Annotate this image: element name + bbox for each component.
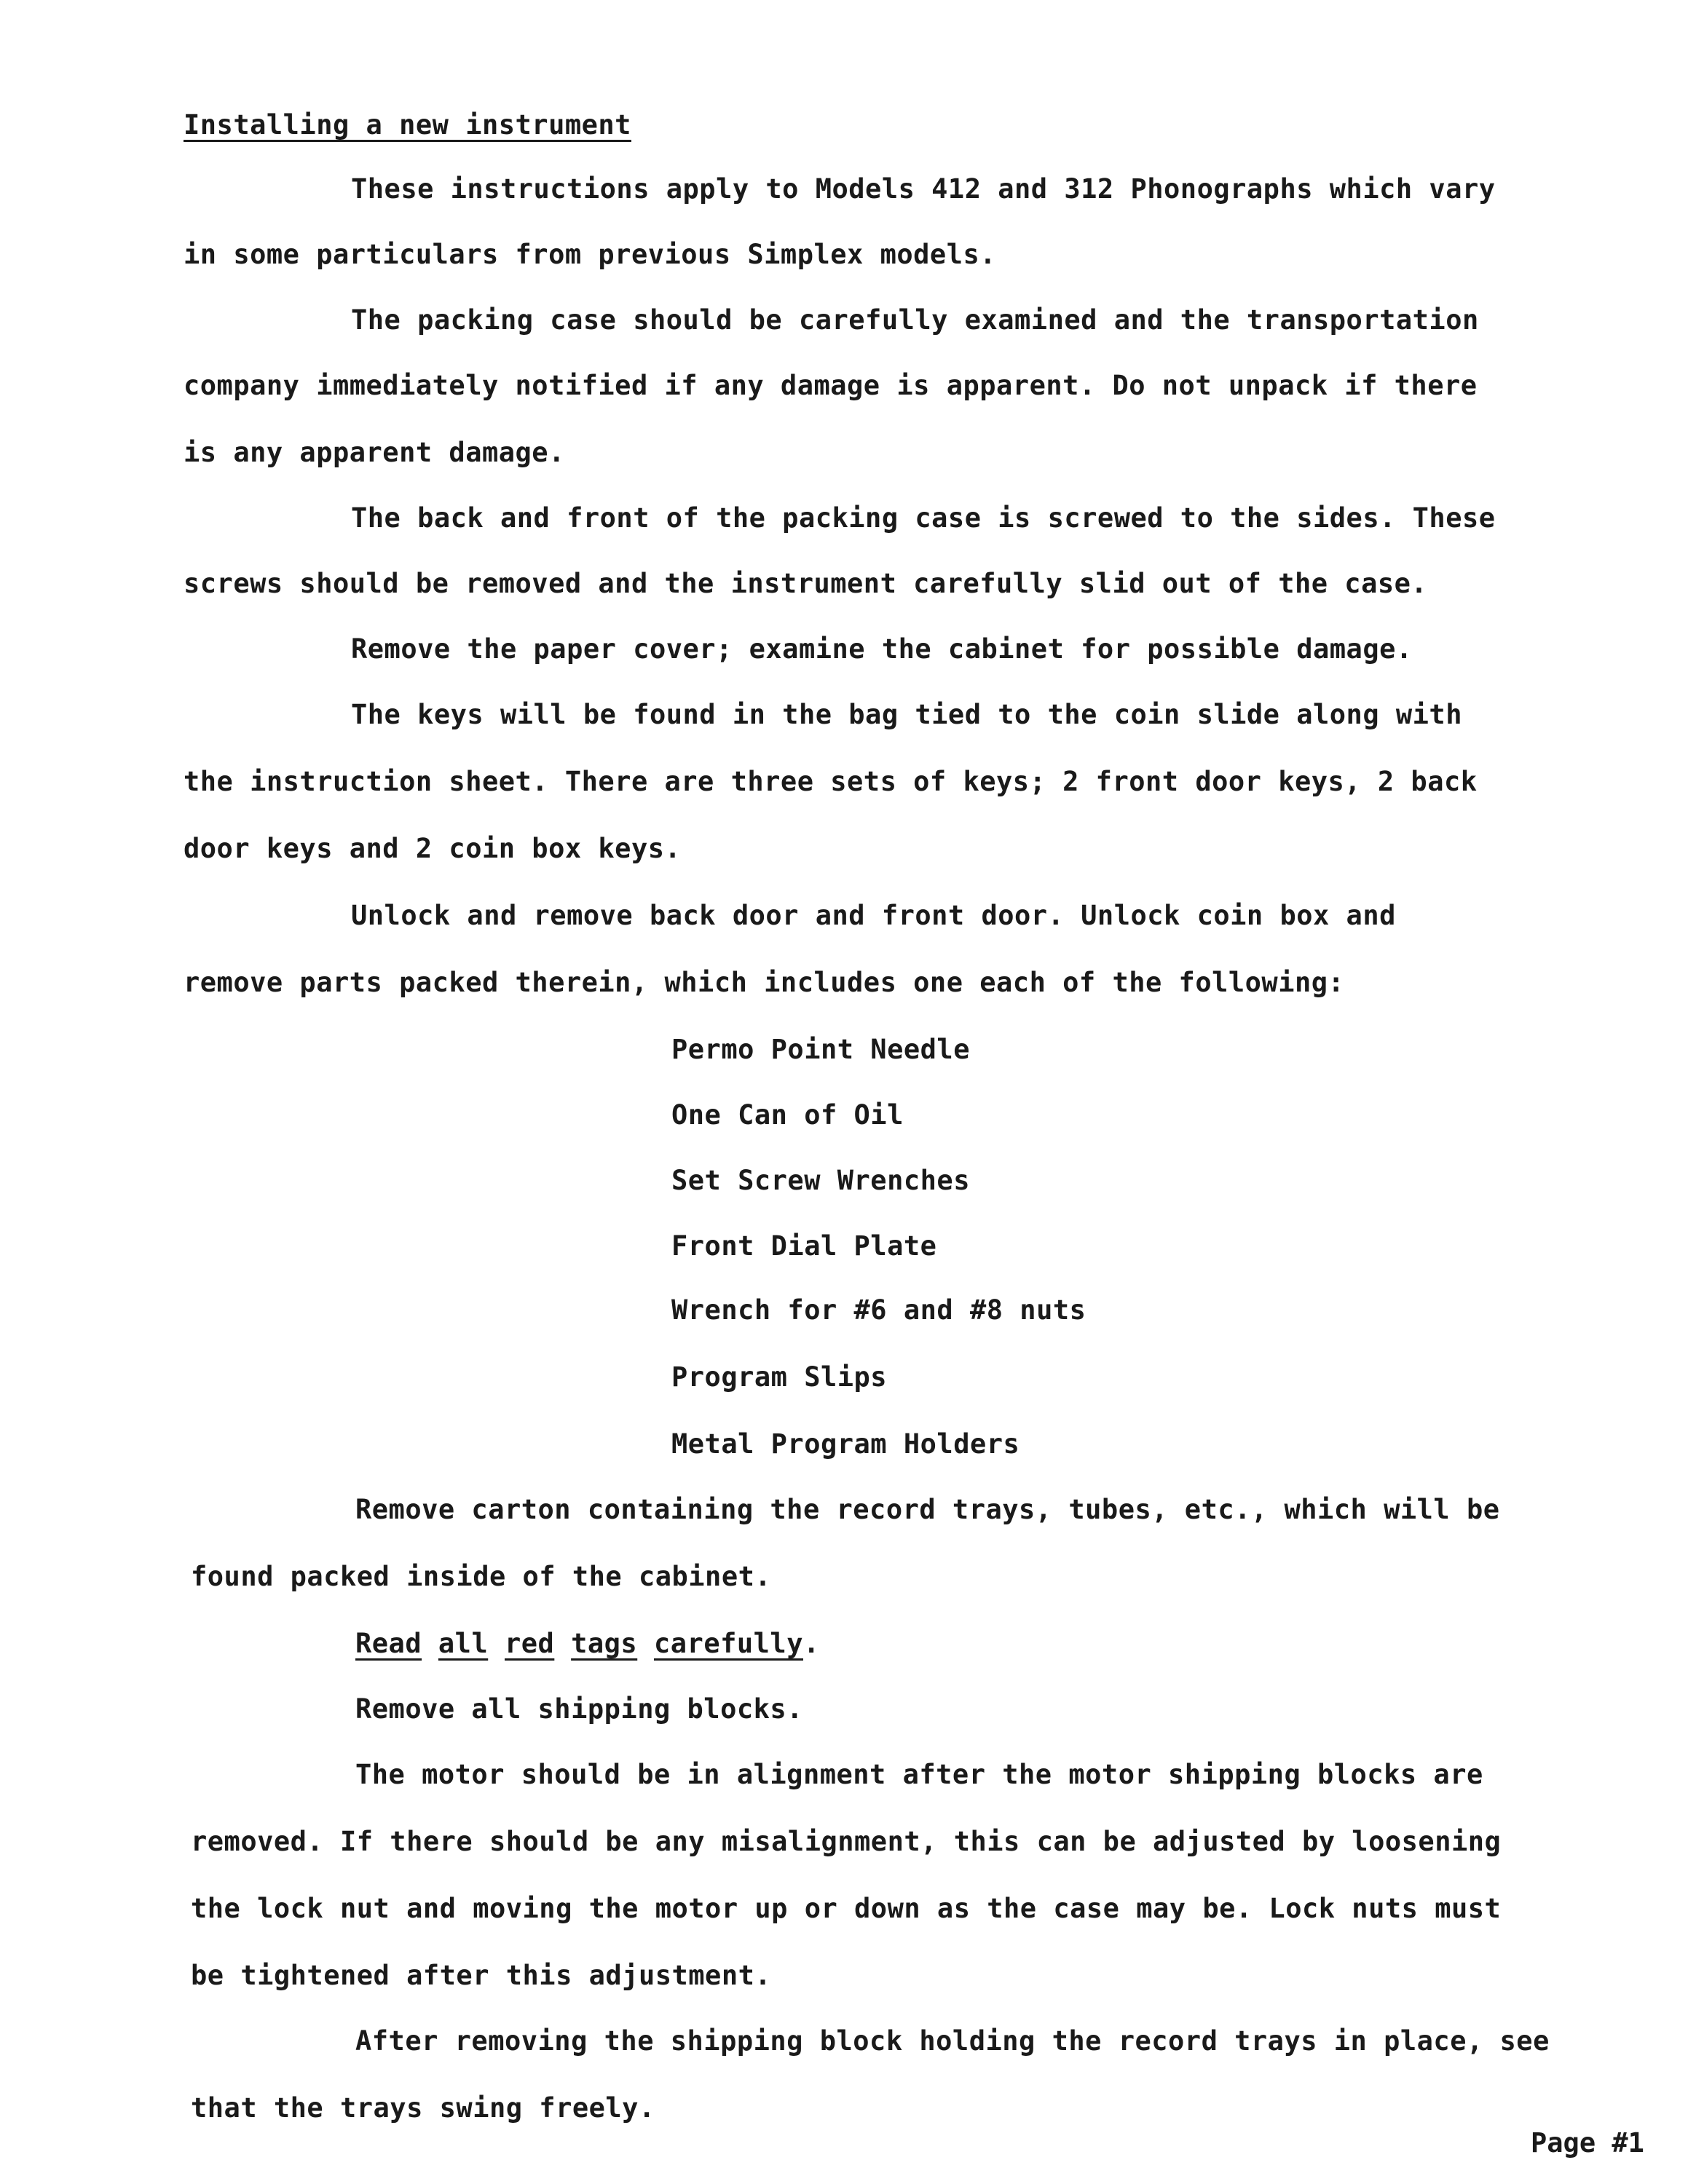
period: . [802, 1628, 820, 1659]
paragraph-line: remove parts packed therein, which includes one each of the following: [184, 967, 1345, 998]
red-tags-word: tags [571, 1628, 638, 1659]
red-tags-note [355, 1628, 820, 1660]
paragraph-line: that the trays swing freely. [191, 2092, 655, 2124]
parts-list-item: Wrench for #6 and #8 nuts [671, 1294, 1086, 1326]
parts-list-item: Set Screw Wrenches [671, 1165, 970, 1196]
paragraph-line: The motor should be in alignment after the motor shipping blocks are [355, 1759, 1483, 1790]
parts-list-item: Program Slips [671, 1361, 888, 1393]
paragraph-line: screws should be removed and the instrument carefully slid out of the case. [184, 568, 1428, 599]
paragraph-line: the lock nut and moving the motor up or down as the case may be. Lock nuts must [191, 1893, 1502, 1924]
paragraph-line: Unlock and remove back door and front door. Unlock coin box and [351, 900, 1396, 931]
paragraph-line: the instruction sheet. There are three sets of keys; 2 front door keys, 2 back [184, 766, 1478, 797]
paragraph-line: The keys will be found in the bag tied to the coin slide along with [351, 699, 1462, 730]
paragraph-line: Remove the paper cover; examine the cabinet for possible damage. [351, 633, 1413, 665]
red-tags-word: red [505, 1628, 555, 1659]
section-heading: Installing a new instrument [184, 109, 631, 141]
paragraph-line: is any apparent damage. [184, 437, 565, 468]
paragraph-line: in some particulars from previous Simplex models. [184, 239, 997, 270]
paragraph-line: Remove all shipping blocks. [355, 1693, 803, 1725]
paragraph-line: company immediately notified if any damage is apparent. Do not unpack if there [184, 370, 1478, 401]
paragraph-line: The packing case should be carefully examined and the transportation [351, 304, 1479, 336]
paragraph-line: found packed inside of the cabinet. [191, 1561, 772, 1592]
paragraph-line: These instructions apply to Models 412 and 312 Phonographs which vary [351, 173, 1496, 205]
red-tags-word: Read [355, 1628, 422, 1659]
parts-list-item: One Can of Oil [671, 1099, 904, 1131]
page-number: Page #1 [1531, 2127, 1644, 2159]
parts-list-item: Metal Program Holders [671, 1428, 1020, 1460]
red-tags-word: carefully [654, 1628, 803, 1659]
paragraph-line: The back and front of the packing case is screwed to the sides. These [351, 502, 1496, 534]
red-tags-word: all [438, 1628, 489, 1659]
parts-list-item: Front Dial Plate [671, 1230, 937, 1262]
parts-list-item: Permo Point Needle [671, 1034, 970, 1065]
paragraph-line: door keys and 2 coin box keys. [184, 833, 682, 864]
paragraph-line: After removing the shipping block holding the record trays in place, see [355, 2025, 1550, 2057]
paragraph-line: Remove carton containing the record trays, tubes, etc., which will be [355, 1494, 1500, 1525]
paragraph-line: removed. If there should be any misalignment, this can be adjusted by loosening [191, 1826, 1502, 1857]
paragraph-line: be tightened after this adjustment. [191, 1960, 772, 1991]
